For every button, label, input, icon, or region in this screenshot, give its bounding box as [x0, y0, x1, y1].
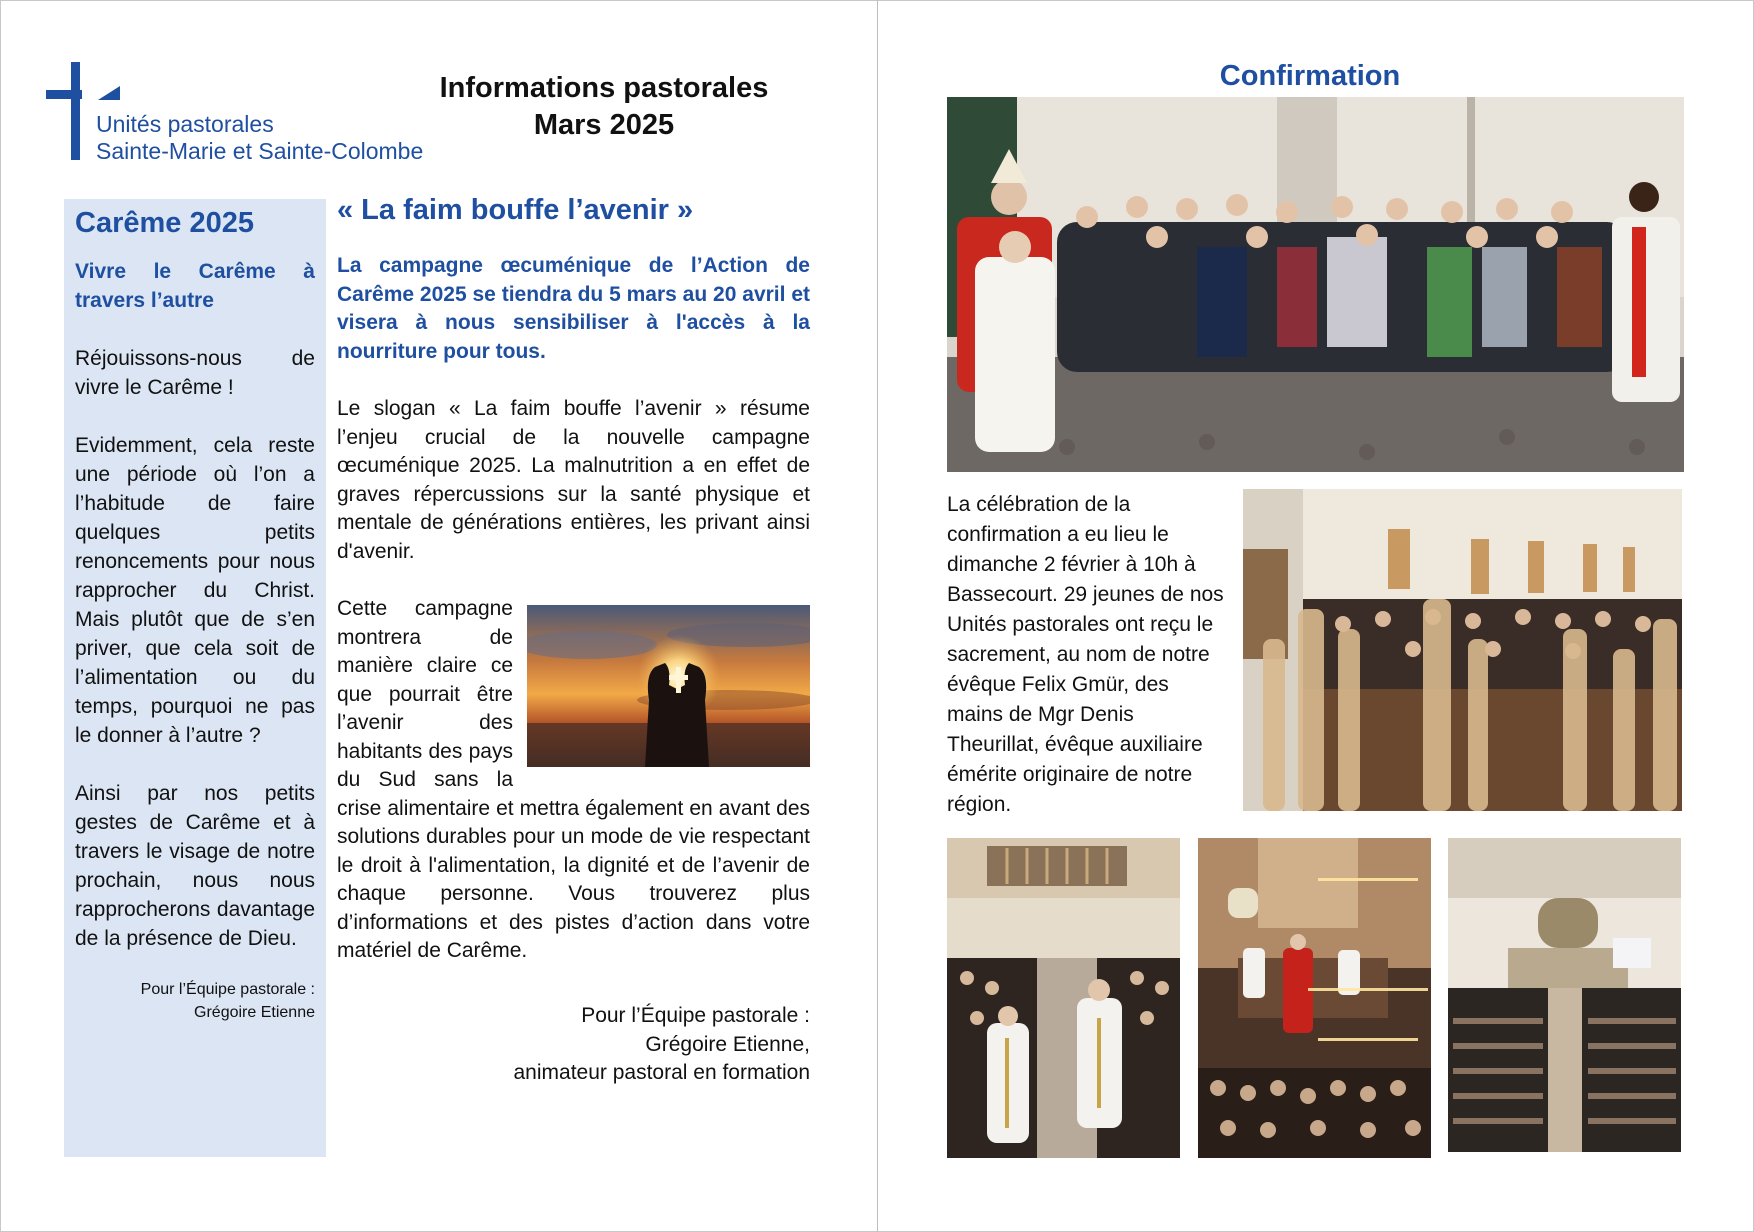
- sidebar-signature: [75, 978, 315, 1024]
- page-title-line2: Mars 2025: [533, 109, 675, 141]
- logo-line2: Sainte-Marie et Sainte-Colombe: [96, 138, 424, 164]
- article-signature-line2: Grégoire Etienne,: [645, 1032, 810, 1056]
- article-paragraph: Cette campagne montrera de manière claire ce que pourrait être l’avenir des habitants des pays du Sud sans la crise alimentaire et mettra également en avant des solutions durables pour un mode de vie respectant le droit à l'alimentation, la dignité et de l’avenir de chaque personne. Vous trouverez plus d’informations et des pistes d’action dans votre matériel de Carême.: [337, 597, 810, 962]
- page-title-line1: Informations pastorales: [439, 72, 769, 104]
- logo-cross-bar: [46, 90, 82, 99]
- confirmation-text: La célébration de la confirmation a eu lieu le dimanche 2 février à 10h à Bassecourt. 29 jeunes de nos Unités pastorales ont reçu le sacrement, au nom de notre évêque Felix Gmür, des mains de Mgr Denis Theurillat, évêque auxiliaire émérite originaire de notre région.: [947, 493, 1224, 816]
- sidebar-signature-line2: Grégoire Etienne: [194, 1004, 315, 1021]
- logo: [46, 62, 466, 172]
- logo-cross-icon: [71, 62, 80, 160]
- article-signature-line3: animateur pastoral en formation: [513, 1061, 810, 1084]
- altar-photo: [1198, 838, 1431, 1158]
- church-candles-photo: [1243, 489, 1682, 811]
- sidebar-subtitle: Vivre le Carême à travers l’autre: [75, 260, 315, 312]
- article-paragraph: Le slogan « La faim bouffe l’avenir » résume l’enjeu crucial de la nouvelle campagne œcuménique 2025. La malnutrition a en effet de graves répercussions sur la santé physique et mentale de générations entières, les privant ainsi d'avenir.: [337, 397, 810, 563]
- sidebar-signature-line1: Pour l’Équipe pastorale :: [140, 981, 315, 998]
- sidebar-paragraph: Ainsi par nos petits gestes de Carême et à travers le visage de notre prochain, nous nous rapprocherons davantage de la présence de Dieu.: [75, 782, 315, 950]
- church-nave-photo: [1448, 838, 1681, 1152]
- page-title: [404, 70, 804, 144]
- confirmation-title: Confirmation: [1219, 60, 1401, 92]
- logo-line1: Unités pastorales: [96, 111, 274, 137]
- sidebar-box: [64, 199, 326, 1157]
- group-photo: [947, 97, 1684, 472]
- sidebar-title: Carême 2025: [75, 207, 254, 239]
- hands-sunset-image: [527, 605, 810, 767]
- article-signature: [460, 1002, 810, 1088]
- article-lead: La campagne œcuménique de l’Action de Carême 2025 se tiendra du 5 mars au 20 avril et visera à nous sensibiliser à l'accès à la nourriture pour tous.: [337, 254, 810, 363]
- article: [337, 190, 810, 995]
- logo-triangle-icon: [98, 86, 120, 100]
- article-signature-line1: Pour l’Équipe pastorale :: [581, 1004, 810, 1027]
- article-title: « La faim bouffe l’avenir »: [337, 194, 694, 226]
- procession-photo: [947, 838, 1180, 1158]
- sidebar-paragraph: Evidemment, cela reste une période où l’on a l’habitude de faire quelques petits renoncements pour nous rapprocher du Christ. Mais plutôt que de s’en priver, que cela soit de l’alimentation ou du temps, pourquoi ne pas le donner à l’autre ?: [75, 434, 315, 747]
- page-spine: [877, 0, 878, 1232]
- sidebar-paragraph: Réjouissons-nous de vivre le Carême !: [75, 347, 315, 399]
